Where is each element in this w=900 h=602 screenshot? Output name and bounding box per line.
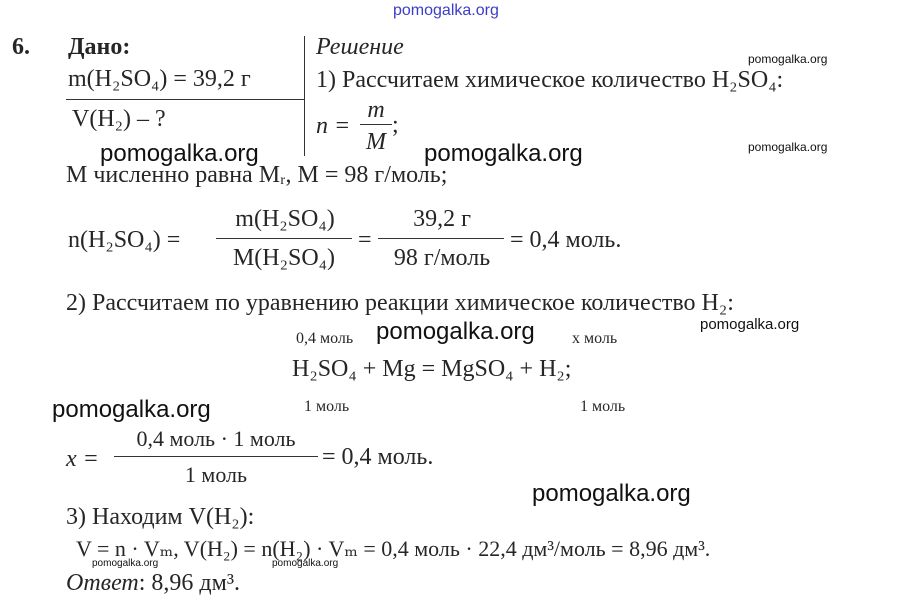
given-mass: m(H₂SO₄) = 39,2 г <box>68 66 251 92</box>
calc1-denominator-1: M(H₂SO₄) <box>232 245 336 271</box>
solution-heading: Решение <box>316 34 404 60</box>
problem-number: 6. <box>12 34 30 60</box>
watermark-tiny: pomogalka.org <box>92 558 159 569</box>
step1-text: 1) Рассчитаем химическое количество H₂SO₄: <box>316 67 784 93</box>
step2-below-left: 1 моль <box>304 398 350 415</box>
watermark-tiny: pomogalka.org <box>272 558 339 569</box>
watermark: pomogalka.org <box>424 140 583 167</box>
step2-above-left: 0,4 моль <box>296 330 354 347</box>
given-vertical-rule <box>304 36 305 156</box>
answer-line <box>66 570 240 597</box>
given-divider <box>66 99 304 100</box>
step1-formula-denominator: M <box>366 129 386 155</box>
watermark-small: pomogalka.org <box>748 52 828 66</box>
watermark: pomogalka.org <box>376 318 535 345</box>
step2-equation: H₂SO₄ + Mg = MgSO₄ + H₂; <box>292 356 572 382</box>
calc1-result: = 0,4 моль. <box>510 227 622 253</box>
given-heading: Дано: <box>68 34 131 60</box>
step1-formula-lhs: n = <box>316 113 351 139</box>
step1-formula-tail: ; <box>392 112 399 138</box>
calc1-equals: = <box>358 227 372 253</box>
watermark-top: pomogalka.org <box>393 2 499 19</box>
step2-text: 2) Рассчитаем по уравнению реакции химическое количество H₂: <box>66 290 734 316</box>
calc1-denominator-2: 98 г/моль <box>393 245 491 271</box>
calc2-lhs: x = <box>66 446 99 472</box>
step3-formula: V = n · Vₘ, V(H₂) = n(H₂) · Vₘ = 0,4 моль · 22,4 дм³/моль = 8,96 дм³. <box>76 536 711 561</box>
calc1-numerator-2: 39,2 г <box>413 206 471 232</box>
calc2-denominator: 1 моль <box>184 462 248 487</box>
calc1-numerator-1: m(H₂SO₄) <box>235 206 335 232</box>
step2-above-right: x моль <box>572 330 618 347</box>
watermark: pomogalka.org <box>532 480 691 507</box>
calc2-numerator: 0,4 моль · 1 моль <box>136 426 296 451</box>
watermark-small: pomogalka.org <box>748 140 828 154</box>
watermark: pomogalka.org <box>100 140 259 167</box>
answer-value: : 8,96 дм³. <box>138 570 241 596</box>
calc1-lhs: n(H₂SO₄) = <box>68 227 181 253</box>
watermark-small: pomogalka.org <box>700 316 800 333</box>
molar-mass-note: M численно равна Mᵣ, M = 98 г/моль; <box>66 162 448 188</box>
step3-text: 3) Находим V(H₂): <box>66 504 255 530</box>
calc1-fraction-bar-1 <box>216 238 352 239</box>
given-find: V(H₂) – ? <box>72 106 166 132</box>
answer-label: Ответ <box>66 570 139 596</box>
calc1-fraction-bar-2 <box>378 238 504 239</box>
step1-formula-numerator: m <box>367 97 385 123</box>
calc2-result: = 0,4 моль. <box>322 444 434 470</box>
calc2-fraction-bar <box>114 456 318 457</box>
step1-fraction-bar <box>360 124 392 125</box>
watermark: pomogalka.org <box>52 396 211 423</box>
step2-below-right: 1 моль <box>580 398 626 415</box>
